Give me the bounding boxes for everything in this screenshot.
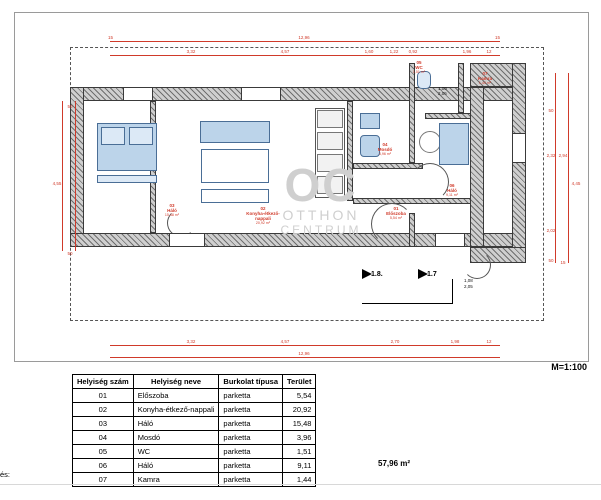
dim-edge-tick-1: 15: [495, 35, 501, 40]
room-number: 04: [382, 142, 388, 147]
note-1: 2,05: [464, 284, 473, 289]
total-area: 57,96 m²: [378, 459, 411, 468]
furniture-dining-table: [201, 149, 269, 183]
dim-bottom-0: 3,32: [186, 339, 196, 344]
wall-far-right: [512, 63, 526, 263]
table-cell: 1,51: [283, 445, 316, 459]
door-arc-entry: [463, 251, 491, 279]
dim-top-4: 0,92: [408, 49, 418, 54]
dim-bottom-4: 12: [486, 339, 492, 344]
room-label-07: [463, 71, 507, 86]
room-label-02: [241, 206, 285, 226]
wall-right-main: [470, 87, 484, 247]
table-cell: Kamra: [133, 473, 219, 487]
room-area: 1,51 m²: [412, 70, 426, 74]
furniture-bed-06: [439, 123, 469, 165]
dim-line-bottom-inner: [110, 345, 500, 346]
footer-divider: [0, 484, 601, 485]
dim-top-2: 1,60: [364, 49, 374, 54]
leader-line-h: [362, 303, 452, 304]
table-cell: parketta: [219, 445, 283, 459]
table-cell: parketta: [219, 459, 283, 473]
table-row: [73, 389, 316, 403]
furniture-bed-bench: [97, 175, 157, 183]
table-cell: Mosdó: [133, 431, 219, 445]
table-row: [73, 417, 316, 431]
dim-line-top-inner: [110, 55, 500, 56]
floorplan-frame: [14, 12, 589, 362]
room-name: WC: [415, 65, 423, 70]
wall-partition-halo06: [425, 113, 471, 119]
wall-partition-konyha: [347, 101, 353, 201]
table-cell: parketta: [219, 431, 283, 445]
room-name: Kamra: [477, 76, 492, 81]
room-area: 5,54 m²: [389, 216, 403, 220]
dim-right-1: 4,45: [571, 181, 581, 186]
dim-line-bottom-outer: [110, 357, 500, 358]
table-header-0: Helyiség szám: [73, 375, 134, 389]
table-cell: WC: [133, 445, 219, 459]
wall-partition-eloszoba: [353, 198, 471, 204]
watermark-line2: CENTRUM: [280, 223, 362, 237]
leader-line-v: [452, 279, 453, 304]
furniture-pillow-left: [101, 127, 125, 145]
table-cell: 03: [73, 417, 134, 431]
room-name: Háló: [447, 188, 457, 193]
watermark-logo: OC: [284, 159, 358, 211]
window-right: [512, 133, 526, 163]
room-area: 1,44 m²: [478, 81, 492, 85]
room-number: 07: [482, 71, 488, 76]
furniture-kitchen-unit-2: [317, 132, 343, 150]
furniture-kitchen-unit-1: [317, 110, 343, 128]
table-body: [73, 389, 316, 487]
room-number: 01: [393, 206, 399, 211]
room-label-03: [150, 203, 194, 218]
room-area: 9,11 m²: [446, 193, 458, 197]
room-area: 20,92 m²: [255, 221, 271, 225]
table-cell: 06: [73, 459, 134, 473]
table-cell: parketta: [219, 473, 283, 487]
table-cell: Konyha-étkező-nappali: [133, 403, 219, 417]
dim-edge-tick-0: 15: [108, 35, 114, 40]
dim-line-left-inner: [75, 101, 76, 251]
table-row: [73, 403, 316, 417]
table-cell: 04: [73, 431, 134, 445]
furniture-sofa: [200, 121, 270, 143]
table-cell: 15,48: [283, 417, 316, 431]
table-cell: 02: [73, 403, 134, 417]
dim-top-overall-0: 12,96: [298, 35, 310, 40]
table-cell: 1,44: [283, 473, 316, 487]
note-3: 2,05: [438, 91, 447, 96]
dim-top-6: 12: [486, 49, 492, 54]
room-area: 15,48 m²: [164, 213, 180, 217]
dim-left-0: 4,55: [52, 181, 62, 186]
room-area: 3,96 m²: [378, 152, 392, 156]
room-schedule-table: [72, 374, 316, 487]
table-cell: 9,11: [283, 459, 316, 473]
furniture-sideboard: [201, 189, 269, 203]
furniture-kitchen-unit-4: [317, 176, 343, 194]
note-0: 1,08: [464, 278, 473, 283]
room-label-05: [397, 60, 441, 75]
dim-top-1: 4,57: [280, 49, 290, 54]
room-number: 05: [416, 60, 422, 65]
wall-partition-mosdo-h: [353, 163, 423, 169]
table-cell: 3,96: [283, 431, 316, 445]
table-cell: Háló: [133, 417, 219, 431]
dim-top-3: 1,22: [389, 49, 399, 54]
table-cell: 05: [73, 445, 134, 459]
room-label-04: [363, 142, 407, 157]
table-header-3: Terület: [283, 375, 316, 389]
window-bottom-right: [435, 233, 465, 247]
marker-1-7: 1.7: [427, 271, 437, 278]
room-number: 03: [169, 203, 175, 208]
room-name: Mosdó: [377, 147, 393, 152]
table-cell: parketta: [219, 389, 283, 403]
dim-line-right-inner: [555, 73, 556, 263]
room-number: 06: [449, 183, 455, 188]
watermark-line1: OTTHON: [282, 207, 360, 223]
dim-right-2: 2,32: [546, 153, 556, 158]
dim-line-left: [62, 101, 63, 251]
table-cell: Háló: [133, 459, 219, 473]
dim-right-0: 2,94: [558, 153, 568, 158]
window-top-left: [123, 87, 153, 101]
dim-right-5: 50: [548, 258, 554, 263]
dim-left-2: 50: [67, 251, 73, 256]
room-name: Háló: [167, 208, 177, 213]
table-cell: 20,92: [283, 403, 316, 417]
marker-1-8: 1.8.: [371, 271, 383, 278]
table-cell: parketta: [219, 417, 283, 431]
room-number: 02: [260, 206, 266, 211]
table-cell: 01: [73, 389, 134, 403]
room-label-06: [430, 183, 474, 198]
fixture-boiler: [419, 131, 441, 153]
table-cell: 5,54: [283, 389, 316, 403]
dim-bottom-2: 2,70: [390, 339, 400, 344]
dim-right-3: 2,02: [546, 228, 556, 233]
room-name: Konyha-étkező-nappali: [246, 211, 280, 221]
dim-line-top-outer: [110, 41, 500, 42]
dim-right-4: 50: [548, 108, 554, 113]
note-2: 1,00: [438, 86, 447, 91]
window-top-living: [241, 87, 281, 101]
table-row: [73, 431, 316, 445]
table-row: [73, 445, 316, 459]
scale-label: M=1:100: [551, 362, 587, 372]
window-bottom-left: [169, 233, 205, 247]
table-header-row: [73, 375, 316, 389]
wall-partition-wc-v: [409, 63, 415, 163]
table-cell: 07: [73, 473, 134, 487]
dim-left-1: 50: [67, 104, 73, 109]
wall-left: [70, 87, 84, 247]
dim-bottom-overall-0: 12,96: [298, 351, 310, 356]
room-label-01: [374, 206, 418, 221]
table-cell: Előszoba: [133, 389, 219, 403]
table-header-1: Helyiség neve: [133, 375, 219, 389]
table-cell: parketta: [219, 403, 283, 417]
dim-right-6: 15: [560, 260, 566, 265]
dim-top-0: 3,32: [186, 49, 196, 54]
table-header-2: Burkolat típusa: [219, 375, 283, 389]
table-row: [73, 459, 316, 473]
fixture-sink: [360, 113, 380, 129]
dim-bottom-3: 1,98: [450, 339, 460, 344]
room-name: Előszoba: [386, 211, 406, 216]
furniture-kitchen-unit-3: [317, 154, 343, 172]
dim-line-right-outer: [568, 73, 569, 263]
footer-label: és:: [0, 470, 11, 479]
dim-top-5: 1,96: [462, 49, 472, 54]
dim-bottom-1: 4,57: [280, 339, 290, 344]
furniture-pillow-right: [129, 127, 153, 145]
